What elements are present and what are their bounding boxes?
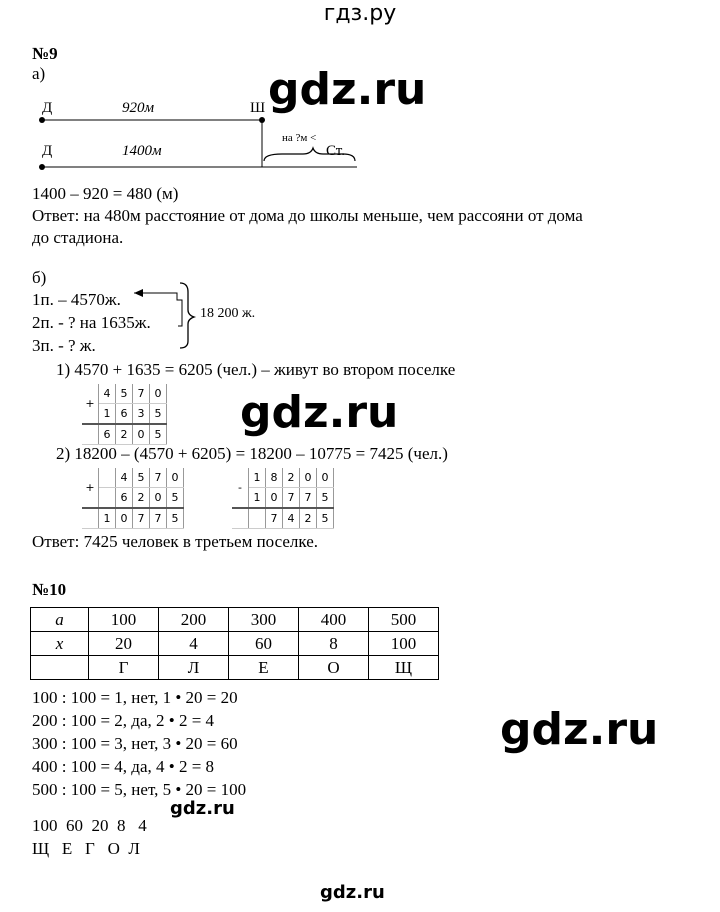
calc2-sign: +: [82, 468, 99, 508]
dist-school: 920м: [122, 100, 155, 116]
column-calc-2: [82, 468, 184, 529]
a-value: 300: [229, 608, 299, 632]
task10-table: [30, 607, 439, 680]
watermark-4: gdz.ru: [170, 798, 235, 819]
step1: 1) 4570 + 1635 = 6205 (чел.) – живут во втором поселке: [56, 360, 456, 379]
condition-village-3: 3п. - ? ж.: [32, 336, 96, 355]
a-value: 400: [299, 608, 369, 632]
letter-cell: Щ: [369, 656, 439, 680]
digit: 5: [133, 468, 150, 488]
x-value: 20: [89, 632, 159, 656]
label-home-2: Д: [42, 143, 53, 159]
site-header: гдз.ру: [323, 1, 397, 26]
watermark-2: gdz.ru: [240, 387, 399, 438]
diff-label: на ?м <: [282, 132, 317, 144]
digit: 5: [317, 508, 334, 529]
calc1-sign: +: [82, 384, 99, 424]
digit: 0: [300, 468, 317, 488]
digit: 5: [167, 488, 184, 509]
a-value: 200: [159, 608, 229, 632]
row-letters-header: [31, 656, 89, 680]
digit: 7: [150, 468, 167, 488]
digit: 4: [283, 508, 300, 529]
task9b-answer: Ответ: 7425 человек в третьем поселке.: [32, 532, 319, 551]
digit: 4: [116, 468, 133, 488]
sorted-numbers: 100 60 20 8 4: [32, 816, 147, 835]
a-value: 500: [369, 608, 439, 632]
label-stadium: Ст.: [326, 143, 345, 159]
digit: 1: [99, 404, 116, 425]
column-calc-3: [232, 468, 334, 529]
digit: 2: [116, 424, 133, 445]
letter-cell: Г: [89, 656, 159, 680]
a-value: 100: [89, 608, 159, 632]
calc-line-4: 400 : 100 = 4, да, 4 • 2 = 8: [32, 757, 215, 776]
task9b-label: б): [32, 268, 47, 287]
total-residents: 18 200 ж.: [200, 306, 256, 321]
digit: 7: [133, 384, 150, 404]
dist-stadium: 1400м: [122, 143, 162, 159]
digit: 0: [317, 468, 334, 488]
letter-cell: Л: [159, 656, 229, 680]
digit: 6: [116, 488, 133, 509]
x-value: 8: [299, 632, 369, 656]
digit: 7: [266, 508, 283, 529]
watermark-5: gdz.ru: [320, 882, 385, 903]
calc-line-5: 500 : 100 = 5, нет, 5 • 20 = 100: [32, 780, 247, 799]
digit: 5: [116, 384, 133, 404]
digit: 7: [133, 508, 150, 529]
step2: 2) 18200 – (4570 + 6205) = 18200 – 10775 = 7425 (чел.): [56, 444, 448, 463]
digit: 7: [283, 488, 300, 509]
digit: [99, 488, 116, 509]
task9a-solution: 1400 – 920 = 480 (м): [32, 184, 179, 203]
digit: 4: [99, 384, 116, 404]
watermark-1: gdz.ru: [268, 64, 427, 115]
x-value: 4: [159, 632, 229, 656]
calc3-sign: -: [232, 468, 249, 508]
digit: 0: [150, 488, 167, 509]
calc-line-1: 100 : 100 = 1, нет, 1 • 20 = 20: [32, 688, 238, 707]
digit: 2: [300, 508, 317, 529]
x-value: 100: [369, 632, 439, 656]
row-x-header: х: [31, 632, 89, 656]
label-home-1: Д: [42, 100, 53, 116]
letter-cell: О: [299, 656, 369, 680]
condition-village-2: 2п. - ? на 1635ж.: [32, 313, 151, 332]
digit: 5: [150, 424, 167, 445]
digit: 1: [99, 508, 116, 529]
digit: [249, 508, 266, 529]
digit: 0: [133, 424, 150, 445]
digit: 1: [249, 488, 266, 509]
digit: 5: [317, 488, 334, 509]
row-a-header: а: [31, 608, 89, 632]
letter-cell: Е: [229, 656, 299, 680]
task9a-answer-line1: Ответ: на 480м расстояние от дома до школы меньше, чем рассояни от дома: [32, 206, 583, 225]
digit: 0: [150, 384, 167, 404]
digit: 1: [249, 468, 266, 488]
digit: 6: [99, 424, 116, 445]
watermark-3: gdz.ru: [500, 704, 659, 755]
task10-number: №10: [32, 580, 67, 599]
digit: 8: [266, 468, 283, 488]
digit: 7: [150, 508, 167, 529]
digit: 3: [133, 404, 150, 425]
digit: 0: [266, 488, 283, 509]
task9a-answer-line2: до стадиона.: [32, 228, 124, 247]
task9-number: №9: [32, 44, 58, 63]
label-school: Ш: [250, 100, 266, 116]
condition-village-1: 1п. – 4570ж.: [32, 290, 121, 309]
digit: 6: [116, 404, 133, 425]
digit: 2: [133, 488, 150, 509]
x-value: 60: [229, 632, 299, 656]
digit: 7: [300, 488, 317, 509]
digit: 0: [167, 468, 184, 488]
digit: 5: [150, 404, 167, 425]
calc-line-2: 200 : 100 = 2, да, 2 • 2 = 4: [32, 711, 215, 730]
calc-line-3: 300 : 100 = 3, нет, 3 • 20 = 60: [32, 734, 238, 753]
digit: 5: [167, 508, 184, 529]
digit: 2: [283, 468, 300, 488]
sorted-letters: Щ Е Г О Л: [32, 839, 140, 858]
digit: 0: [116, 508, 133, 529]
digit: [99, 468, 116, 488]
column-calc-1: [82, 384, 167, 445]
task9a-label: а): [32, 64, 46, 83]
